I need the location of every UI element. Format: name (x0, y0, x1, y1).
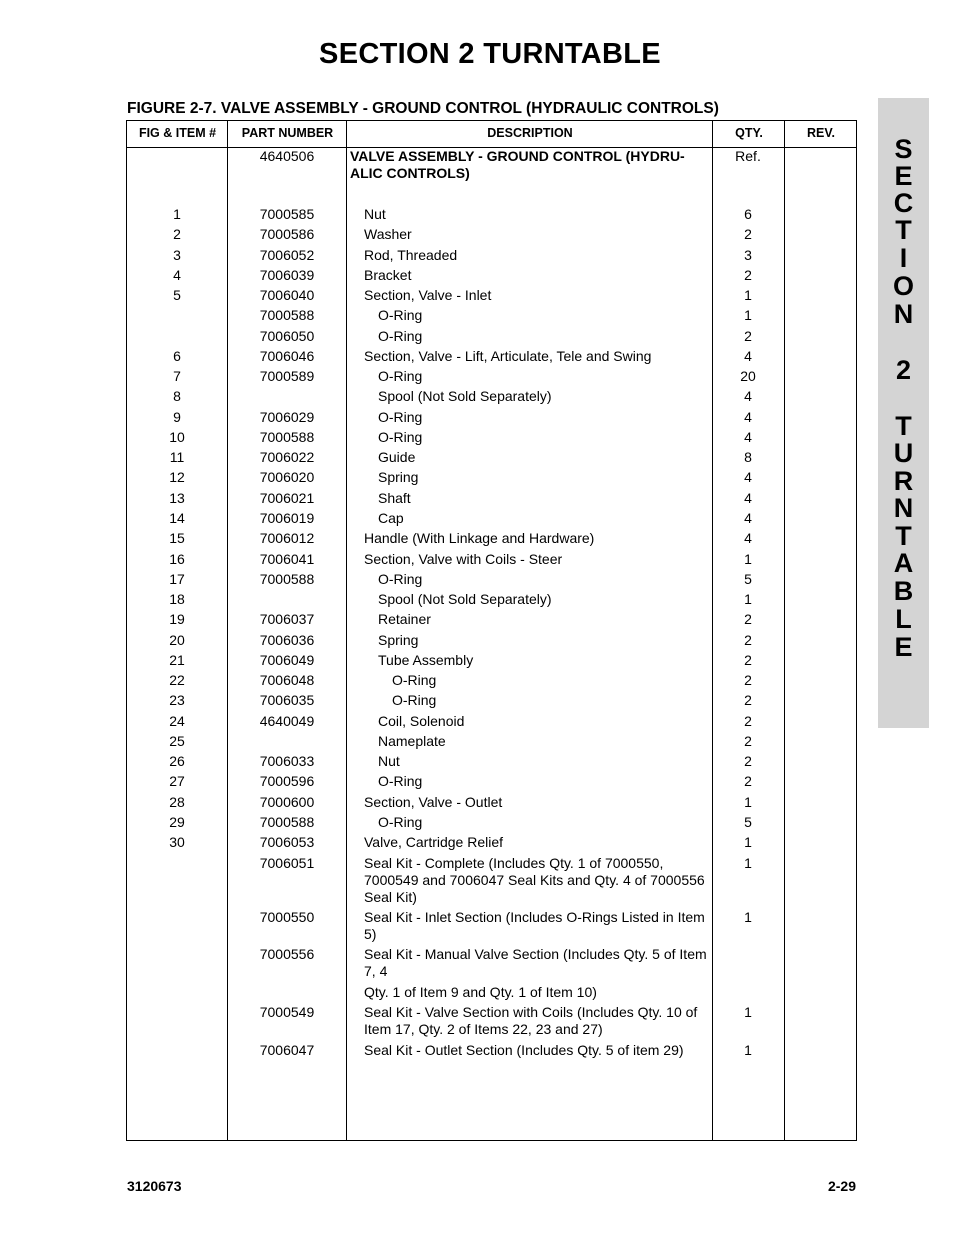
row-description: O-Ring (378, 409, 423, 425)
row-qty: 1 (744, 1004, 752, 1020)
row-part-number: 7006049 (259, 652, 315, 668)
row-part-number: 7000549 (259, 1004, 315, 1020)
row-qty: 2 (744, 753, 752, 769)
row-part-number: 7000588 (259, 429, 315, 445)
row-qty: 4 (744, 530, 752, 546)
row-part-number: 7000588 (259, 571, 315, 587)
row-item-number: 27 (169, 773, 185, 789)
row-description: Tube Assembly (378, 652, 474, 668)
side-tab-letter: S (894, 134, 913, 164)
document-number: 3120673 (127, 1178, 182, 1194)
row-item-number: 6 (173, 348, 181, 364)
row-qty: 1 (744, 307, 752, 323)
row-item-number: 29 (169, 814, 185, 830)
side-tab-letter: O (892, 271, 914, 301)
row-part-number: 7006012 (259, 530, 315, 546)
row-description: Spring (378, 469, 419, 485)
parts-table (126, 120, 857, 1141)
row-item-number: 12 (169, 469, 185, 485)
row-description: Section, Valve - Lift, Articulate, Tele and Swing (364, 348, 652, 364)
row-part-number: 4640049 (259, 713, 315, 729)
row-description: Spool (Not Sold Separately) (378, 591, 552, 607)
row-description: Bracket (364, 267, 412, 283)
row-qty: 2 (744, 713, 752, 729)
row-item-number: 3 (173, 247, 181, 263)
side-tab-letter: U (893, 438, 914, 468)
row-qty: 1 (744, 855, 752, 871)
row-item-number: 2 (173, 226, 181, 242)
row-item-number: 15 (169, 530, 185, 546)
row-description: Section, Valve with Coils - Steer (364, 551, 563, 567)
row-qty: 2 (744, 611, 752, 627)
row-qty: 1 (744, 794, 752, 810)
row-description: O-Ring (378, 307, 423, 323)
row-description: Spool (Not Sold Separately) (378, 388, 552, 404)
row-item-number: 18 (169, 591, 185, 607)
figure-title: FIGURE 2-7. VALVE ASSEMBLY - GROUND CONTROL (HYDRAULIC CONTROLS) (127, 100, 719, 117)
row-item-number: 13 (169, 490, 185, 506)
row-item-number: 28 (169, 794, 185, 810)
row-part-number: 7006020 (259, 469, 315, 485)
side-tab-letter: B (893, 576, 914, 606)
row-part-number: 7000600 (259, 794, 315, 810)
side-tab-letter: T (895, 411, 912, 441)
row-qty: 2 (744, 672, 752, 688)
row-description: Spring (378, 632, 419, 648)
row-qty: 8 (744, 449, 752, 465)
row-description: Rod, Threaded (364, 247, 458, 263)
row-description: 7000549 and 7006047 Seal Kits and Qty. 4 of 7000556 (364, 872, 705, 888)
row-part-number: 4640506 (259, 148, 315, 164)
row-part-number: 7006037 (259, 611, 315, 627)
row-qty: 1 (744, 551, 752, 567)
row-qty: 4 (744, 510, 752, 526)
row-item-number: 22 (169, 672, 185, 688)
row-description: Seal Kit - Manual Valve Section (Includes Qty. 5 of Item (364, 946, 707, 962)
row-qty: Ref. (735, 148, 761, 164)
row-part-number: 7000588 (259, 307, 315, 323)
row-item-number: 19 (169, 611, 185, 627)
row-description: Washer (364, 226, 412, 242)
row-part-number: 7006048 (259, 672, 315, 688)
header-item: FIG & ITEM # (138, 126, 217, 140)
row-qty: 2 (744, 328, 752, 344)
row-qty: 1 (744, 1042, 752, 1058)
row-description: Section, Valve - Outlet (364, 794, 503, 810)
side-tab-letter: N (893, 299, 914, 329)
row-description: 7, 4 (364, 963, 388, 979)
row-description: Nameplate (378, 733, 446, 749)
row-qty: 4 (744, 388, 752, 404)
row-item-number: 14 (169, 510, 185, 526)
side-tab-letter: N (893, 493, 914, 523)
row-part-number: 7006019 (259, 510, 315, 526)
row-part-number: 7000596 (259, 773, 315, 789)
row-part-number: 7006041 (259, 551, 315, 567)
row-item-number: 8 (173, 388, 181, 404)
row-description: O-Ring (378, 571, 423, 587)
row-description: VALVE ASSEMBLY - GROUND CONTROL (HYDRU- (350, 148, 685, 164)
row-item-number: 5 (173, 287, 181, 303)
row-qty: 4 (744, 490, 752, 506)
header-qty: QTY. (735, 126, 763, 140)
row-description: O-Ring (378, 328, 423, 344)
row-qty: 4 (744, 348, 752, 364)
row-description: O-Ring (378, 814, 423, 830)
row-qty: 1 (744, 591, 752, 607)
row-part-number: 7006047 (259, 1042, 315, 1058)
row-description: O-Ring (392, 692, 437, 708)
column-divider (346, 121, 347, 1140)
row-qty: 5 (744, 814, 752, 830)
row-part-number: 7006033 (259, 753, 315, 769)
row-item-number: 23 (169, 692, 185, 708)
row-qty: 2 (744, 267, 752, 283)
row-qty: 2 (744, 692, 752, 708)
section-side-tab (878, 98, 929, 728)
page-number: 2-29 (827, 1178, 856, 1194)
row-part-number: 7000550 (259, 909, 315, 925)
side-tab-letter: E (894, 161, 913, 191)
row-qty: 2 (744, 733, 752, 749)
row-description: 5) (364, 926, 377, 942)
row-description: O-Ring (378, 368, 423, 384)
row-part-number: 7006051 (259, 855, 315, 871)
row-part-number: 7000556 (259, 946, 315, 962)
row-part-number: 7006040 (259, 287, 315, 303)
row-description: Handle (With Linkage and Hardware) (364, 530, 595, 546)
row-item-number: 17 (169, 571, 185, 587)
row-part-number: 7000585 (259, 206, 315, 222)
row-qty: 4 (744, 469, 752, 485)
row-part-number: 7006050 (259, 328, 315, 344)
side-tab-letter: T (895, 215, 912, 245)
row-description: O-Ring (378, 429, 423, 445)
row-part-number: 7006053 (259, 834, 315, 850)
header-description: DESCRIPTION (487, 126, 573, 140)
row-part-number: 7000586 (259, 226, 315, 242)
side-tab-letter: A (893, 548, 914, 578)
row-part-number: 7000589 (259, 368, 315, 384)
row-item-number: 4 (173, 267, 181, 283)
row-description: Seal Kit) (364, 889, 417, 905)
side-tab-letter: L (895, 604, 912, 634)
row-description: Shaft (378, 490, 411, 506)
row-part-number: 7006029 (259, 409, 315, 425)
row-description: Seal Kit - Outlet Section (Includes Qty. 5 of item 29) (364, 1042, 684, 1058)
row-part-number: 7006021 (259, 490, 315, 506)
row-qty: 1 (744, 834, 752, 850)
row-description: O-Ring (378, 773, 423, 789)
row-part-number: 7006046 (259, 348, 315, 364)
row-item-number: 16 (169, 551, 185, 567)
row-item-number: 9 (173, 409, 181, 425)
column-divider (784, 121, 785, 1140)
row-description: Cap (378, 510, 404, 526)
row-description: Seal Kit - Inlet Section (Includes O-Rings Listed in Item (364, 909, 705, 925)
row-item-number: 25 (169, 733, 185, 749)
row-part-number: 7000588 (259, 814, 315, 830)
side-tab-letter: 2 (895, 355, 912, 385)
side-tab-letter: E (894, 632, 913, 662)
row-qty: 3 (744, 247, 752, 263)
side-tab-letter: R (893, 466, 914, 496)
row-item-number: 10 (169, 429, 185, 445)
row-qty: 5 (744, 571, 752, 587)
row-item-number: 30 (169, 834, 185, 850)
row-part-number: 7006052 (259, 247, 315, 263)
row-item-number: 26 (169, 753, 185, 769)
row-description: Seal Kit - Valve Section with Coils (Includes Qty. 10 of (364, 1004, 698, 1020)
row-qty: 6 (744, 206, 752, 222)
row-part-number: 7006039 (259, 267, 315, 283)
row-description: Guide (378, 449, 416, 465)
row-description: O-Ring (392, 672, 437, 688)
row-item-number: 21 (169, 652, 185, 668)
side-tab-letter: T (895, 521, 912, 551)
page-title: SECTION 2 TURNTABLE (319, 38, 661, 70)
row-item-number: 24 (169, 713, 185, 729)
table-header (127, 121, 856, 148)
row-qty: 1 (744, 287, 752, 303)
row-item-number: 11 (169, 449, 185, 465)
row-description: Coil, Solenoid (378, 713, 465, 729)
row-qty: 2 (744, 226, 752, 242)
side-tab-letter: I (899, 243, 908, 273)
row-part-number: 7006022 (259, 449, 315, 465)
row-description: Seal Kit - Complete (Includes Qty. 1 of 7000550, (364, 855, 664, 871)
row-part-number: 7006036 (259, 632, 315, 648)
row-description: Nut (364, 206, 386, 222)
row-description: Nut (378, 753, 400, 769)
row-qty: 4 (744, 409, 752, 425)
row-qty: 2 (744, 632, 752, 648)
row-item-number: 7 (173, 368, 181, 384)
header-part-number: PART NUMBER (241, 126, 334, 140)
row-description: Qty. 1 of Item 9 and Qty. 1 of Item 10) (364, 984, 597, 1000)
row-item-number: 20 (169, 632, 185, 648)
row-qty: 2 (744, 652, 752, 668)
row-description: Retainer (378, 611, 431, 627)
row-description: Section, Valve - Inlet (364, 287, 492, 303)
header-rev: REV. (806, 126, 836, 140)
row-qty: 20 (740, 368, 756, 384)
row-description: Item 17, Qty. 2 of Items 22, 23 and 27) (364, 1021, 603, 1037)
row-description: Valve, Cartridge Relief (364, 834, 504, 850)
row-qty: 4 (744, 429, 752, 445)
side-tab-letter: C (893, 188, 914, 218)
row-qty: 1 (744, 909, 752, 925)
row-item-number: 1 (173, 206, 181, 222)
row-description: ALIC CONTROLS) (350, 165, 470, 181)
row-part-number: 7006035 (259, 692, 315, 708)
row-qty: 2 (744, 773, 752, 789)
